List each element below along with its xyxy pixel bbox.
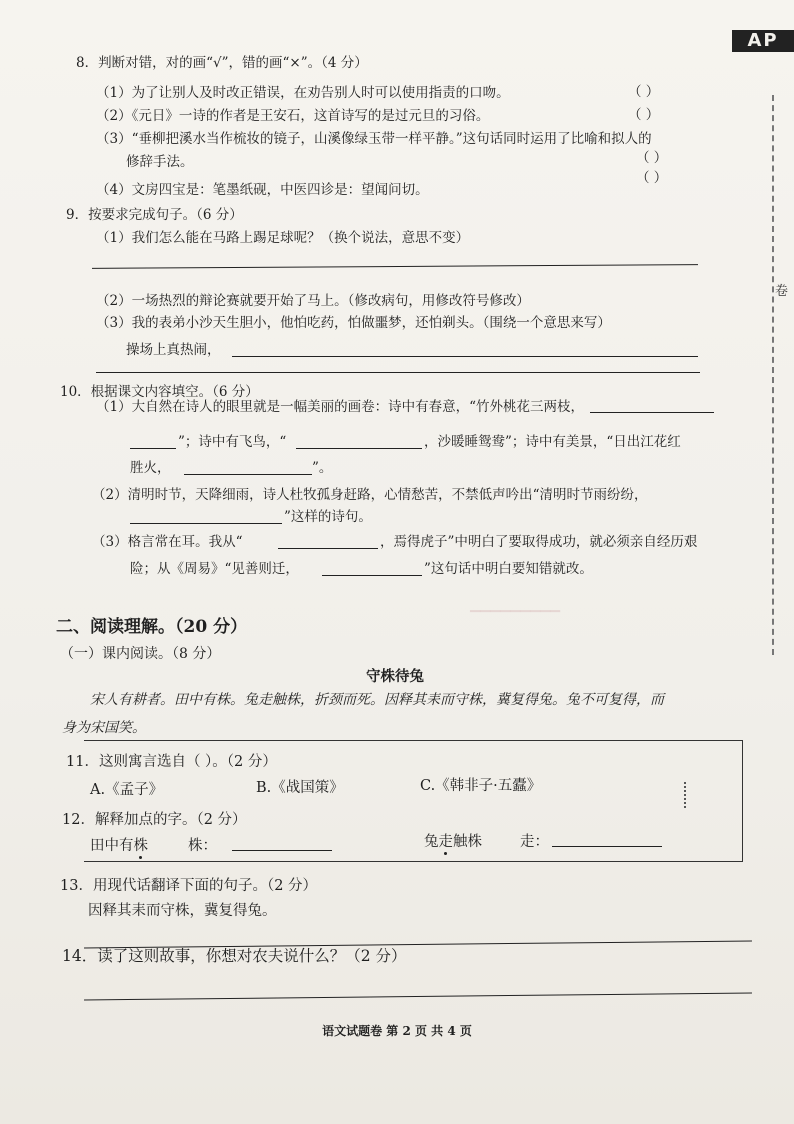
section2-title: 二、阅读理解。（20 分） bbox=[56, 617, 248, 637]
q13-sentence: 因释其耒而守株，冀复得兔。 bbox=[88, 903, 277, 919]
q9-s1: （1）我们怎么能在马路上踢足球呢？（换个说法，意思不变） bbox=[96, 230, 470, 246]
q10-l7a: 险；从《周易》“见善则迁， bbox=[130, 561, 299, 577]
crease-dots bbox=[684, 782, 688, 808]
page-footer: 语文试题卷 第 2 页 共 4 页 bbox=[322, 1024, 472, 1038]
q9-s2: （2）一场热烈的辩论赛就要开始了马上。（修改病句，用修改符号修改） bbox=[96, 293, 530, 309]
q8-item-3: （3）“垂柳把溪水当作梳妆的镜子，山溪像绿玉带一样平静。”这句话同时运用了比喻和拟人的 bbox=[96, 131, 652, 147]
q10-l3a: 胜火， bbox=[130, 460, 171, 476]
q12-phrase-2-b: 触株 bbox=[453, 834, 482, 850]
q10-l2b: ，沙暖睡鸳鸯”；诗中有美景，“日出江花红 bbox=[424, 434, 681, 450]
binding-char: 卷 bbox=[774, 284, 788, 299]
q9-title: 9．按要求完成句子。（6 分） bbox=[66, 207, 243, 223]
q8-answer-2[interactable]: （ ） bbox=[628, 107, 660, 123]
q8-item-4: （4）文房四宝是：笔墨纸砚，中医四诊是：望闻问切。 bbox=[96, 182, 429, 198]
passage-title: 守株待兔 bbox=[366, 668, 424, 685]
q12-answer-1[interactable] bbox=[232, 850, 332, 851]
q10-l1: （1）大自然在诗人的眼里就是一幅美丽的画卷：诗中有春意，“竹外桃花三两枝， bbox=[96, 399, 584, 415]
q9-s3-prompt: 操场上真热闹， bbox=[126, 342, 221, 358]
q12-phrase-2-a: 兔 bbox=[424, 834, 439, 850]
q13-title: 13．用现代话翻译下面的句子。（2 分） bbox=[60, 878, 318, 894]
q12-title: 12．解释加点的字。（2 分） bbox=[62, 812, 247, 828]
q9-s1-answer-line[interactable] bbox=[92, 264, 698, 269]
q10-blank-1[interactable] bbox=[590, 412, 714, 413]
q10-blank-5[interactable] bbox=[278, 548, 378, 549]
q11-option-c[interactable]: C.《韩非子·五蠹》 bbox=[420, 778, 542, 794]
q8-answer-3[interactable]: （ ） bbox=[636, 150, 668, 166]
q12-answer-2[interactable] bbox=[552, 846, 662, 847]
q10-blank-4[interactable] bbox=[130, 523, 282, 524]
q10-blank-1b[interactable] bbox=[130, 448, 176, 449]
q12-label-1: 株： bbox=[188, 838, 217, 854]
q10-l2a: ”；诗中有飞鸟，“ bbox=[178, 434, 287, 450]
q8-item-2: （2）《元日》一诗的作者是王安石，这首诗写的是过元旦的习俗。 bbox=[96, 108, 490, 124]
q10-blank-3[interactable] bbox=[184, 474, 312, 475]
q10-l6b: ，焉得虎子”中明白了要取得成功，就必须亲自经历艰 bbox=[380, 534, 698, 550]
q12-label-2: 走： bbox=[520, 834, 549, 850]
q10-l5: ”这样的诗句。 bbox=[284, 509, 372, 525]
q8-item-1: （1）为了让别人及时改正错误，在劝告别人时可以使用指责的口吻。 bbox=[96, 85, 510, 101]
q14-title: 14．读了这则故事，你想对农夫说什么？（2 分） bbox=[62, 947, 407, 965]
q10-title: 10．根据课文内容填空。（6 分） bbox=[60, 384, 259, 400]
q12-dotted-char-2: 走 bbox=[438, 834, 453, 850]
q11-option-a[interactable]: A.《孟子》 bbox=[90, 782, 164, 798]
q10-l3b: ”。 bbox=[312, 460, 333, 476]
q11-title: 11．这则寓言选自（ ）。（2 分） bbox=[66, 754, 277, 770]
bleed-through-text: ▁▁▁▁▁▁▁▁▁ bbox=[470, 598, 560, 613]
q10-l7b: ”这句话中明白要知错就改。 bbox=[424, 561, 593, 577]
q10-l4: （2）清明时节，天降细雨，诗人杜牧孤身赶路，心情愁苦，不禁低声吟出“清明时节雨纷纷， bbox=[92, 487, 648, 503]
q10-l6a: （3）格言常在耳。我从“ bbox=[92, 534, 243, 550]
section2-subtitle: （一）课内阅读。（8 分） bbox=[60, 646, 221, 662]
q12-phrase-2 bbox=[424, 830, 482, 851]
q9-s3-answer-line[interactable] bbox=[232, 356, 698, 357]
q8-answer-1[interactable]: （ ） bbox=[628, 84, 660, 100]
q10-blank-6[interactable] bbox=[322, 575, 422, 576]
q8-answer-4[interactable]: （ ） bbox=[636, 170, 668, 186]
q14-answer-line[interactable] bbox=[84, 993, 752, 1001]
q9-s3: （3）我的表弟小沙天生胆小，他怕吃药，怕做噩梦，还怕剃头。（围绕一个意思来写） bbox=[96, 315, 611, 331]
q8-item-3-cont: 修辞手法。 bbox=[126, 154, 194, 170]
q8-title: 8．判断对错，对的画“√”，错的画“×”。（4 分） bbox=[76, 55, 368, 71]
passage-line-2: 身为宋国笑。 bbox=[62, 720, 146, 736]
binding-line bbox=[772, 95, 774, 655]
q12-dotted-char-1: 株 bbox=[133, 838, 148, 854]
q12-phrase-1-text: 田中有 bbox=[90, 838, 134, 854]
q9-s3-answer-line-2[interactable] bbox=[96, 372, 700, 373]
header-mark: AP bbox=[732, 30, 794, 52]
q11-option-b[interactable]: B.《战国策》 bbox=[256, 780, 344, 796]
passage-line-1: 宋人有耕者。田中有株。兔走触株，折颈而死。因释其耒而守株，冀复得兔。兔不可复得，而 bbox=[90, 692, 664, 708]
q12-phrase-1 bbox=[90, 834, 148, 855]
q10-blank-2[interactable] bbox=[296, 448, 422, 449]
